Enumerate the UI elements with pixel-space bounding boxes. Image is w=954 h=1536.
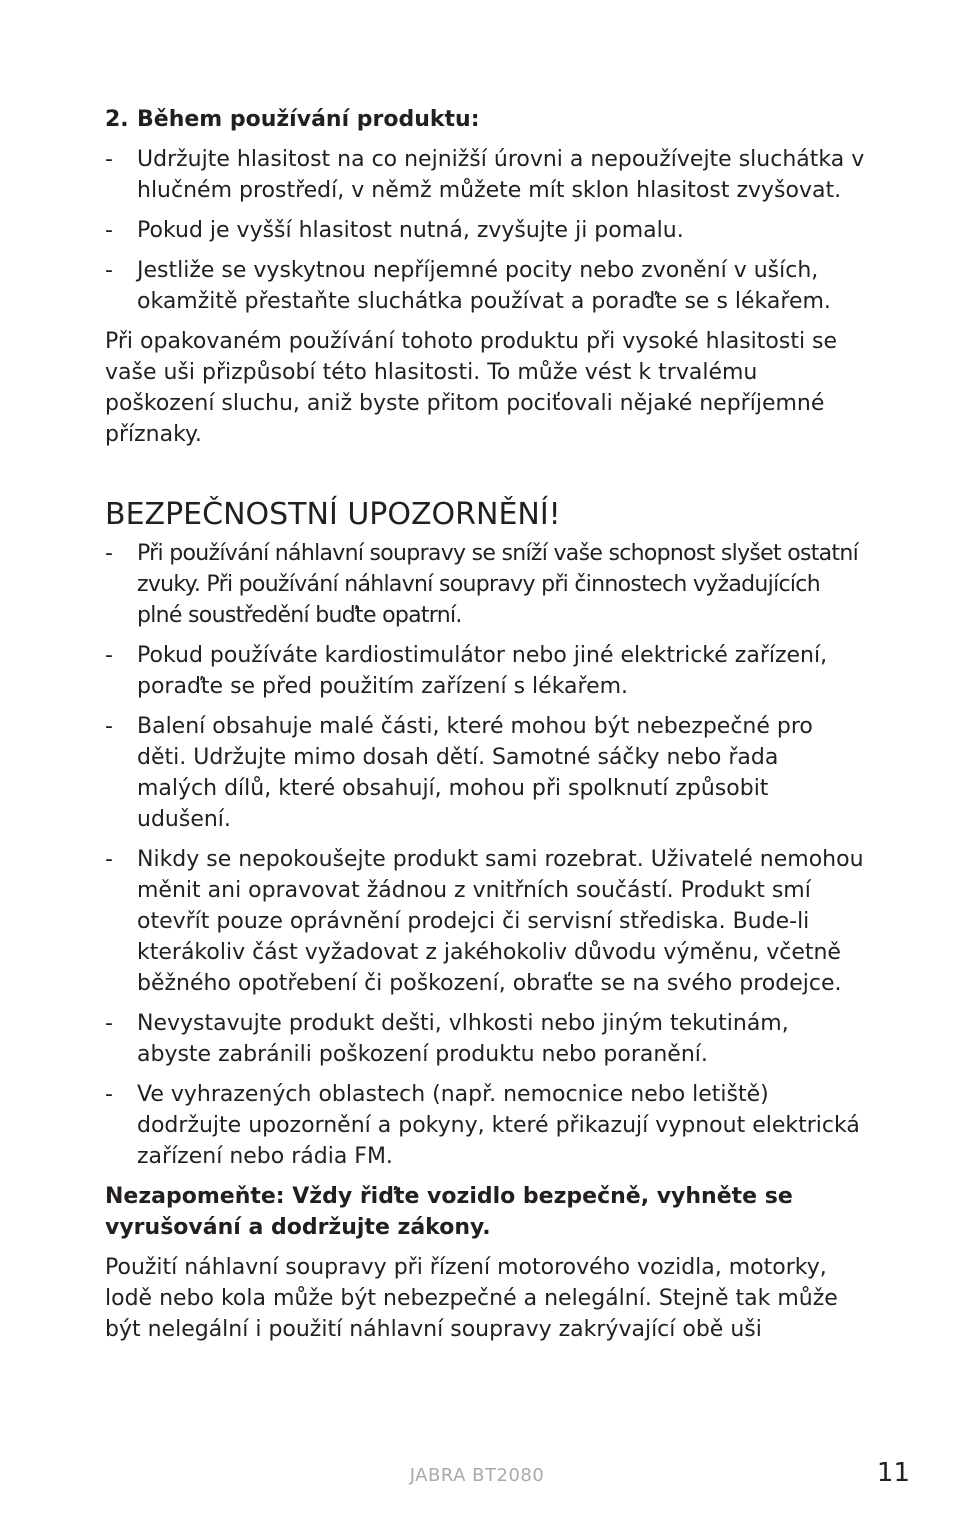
footer-brand: JABRA BT2080 bbox=[409, 1465, 545, 1486]
list-dash: - bbox=[105, 714, 113, 739]
list-dash: - bbox=[105, 1011, 113, 1036]
list-item: - Nikdy se nepokoušejte produkt sami rozebrat. Uživatelé nemohou měnit ani opravovat žádnou z vnitřních součástí. Produkt smí otevřít pouze oprávnění prodejci či servisní střediska. Bude-li kterákoliv část vyžadovat z jakéhokoliv důvodu výměnu, včetně běžného opotřebení či poškození, obraťte se na svého prodejce. bbox=[105, 844, 865, 999]
list-item: - Jestliže se vyskytnou nepříjemné pocity nebo zvonění v uších, okamžitě přestaňte sluchátka používat a poraďte se s lékařem. bbox=[105, 255, 865, 317]
list-dash: - bbox=[105, 218, 113, 243]
safety-list bbox=[105, 538, 865, 1172]
list-item: - Pokud je vyšší hlasitost nutná, zvyšujte ji pomalu. bbox=[105, 215, 865, 246]
section-heading bbox=[105, 104, 865, 135]
list-dash: - bbox=[105, 147, 113, 172]
list-dash: - bbox=[105, 258, 113, 283]
page-content bbox=[105, 104, 865, 1354]
section-title: Během používání produktu: bbox=[137, 107, 480, 132]
driving-note: Nezapomeňte: Vždy řiďte vozidlo bezpečně, vyhněte se vyrušování a dodržujte zákony. bbox=[105, 1184, 793, 1240]
driving-paragraph: Použití náhlavní soupravy při řízení motorového vozidla, motorky, lodě nebo kola může být nebezpečné a nelegální. Stejně tak může být nelegální i použití náhlavní soupravy zakrývající obě uši bbox=[105, 1255, 838, 1342]
list-dash: - bbox=[105, 643, 113, 668]
page-number: 11 bbox=[876, 1458, 910, 1488]
list-item: - Pokud používáte kardiostimulátor nebo jiné elektrické zařízení, poraďte se před použitím zařízení s lékařem. bbox=[105, 640, 865, 702]
list-item: - Při používání náhlavní soupravy se sníží vaše schopnost slyšet ostatní zvuky. Při používání náhlavní soupravy při činnostech vyžadujících plné soustředění buďte opatrní. bbox=[105, 538, 865, 631]
usage-list bbox=[105, 144, 865, 317]
list-item: - Nevystavujte produkt dešti, vlhkosti nebo jiným tekutinám, abyste zabránili poškození produktu nebo poranění. bbox=[105, 1008, 865, 1070]
list-item: - Balení obsahuje malé části, které mohou být nebezpečné pro děti. Udržujte mimo dosah dětí. Samotné sáčky nebo řada malých dílů, které obsahují, mohou při spolknutí způsobit udušení. bbox=[105, 711, 865, 835]
safety-heading: BEZPEČNOSTNÍ UPOZORNĚNÍ! bbox=[105, 497, 561, 532]
list-item: - Udržujte hlasitost na co nejnižší úrovni a nepoužívejte sluchátka v hlučném prostředí, v němž můžete mít sklon hlasitost zvyšovat. bbox=[105, 144, 865, 206]
list-item: - Ve vyhrazených oblastech (např. nemocnice nebo letiště) dodržujte upozornění a pokyny, které přikazují vypnout elektrická zařízení nebo rádia FM. bbox=[105, 1079, 865, 1172]
section-number: 2. bbox=[105, 107, 129, 132]
hearing-paragraph: Při opakovaném používání tohoto produktu při vysoké hlasitosti se vaše uši přizpůsobí této hlasitosti. To může vést k trvalému poškození sluchu, aniž byste přitom pociťovali nějaké nepříjemné příznaky. bbox=[105, 329, 838, 447]
list-dash: - bbox=[105, 847, 113, 872]
list-dash: - bbox=[105, 541, 113, 566]
list-dash: - bbox=[105, 1082, 113, 1107]
